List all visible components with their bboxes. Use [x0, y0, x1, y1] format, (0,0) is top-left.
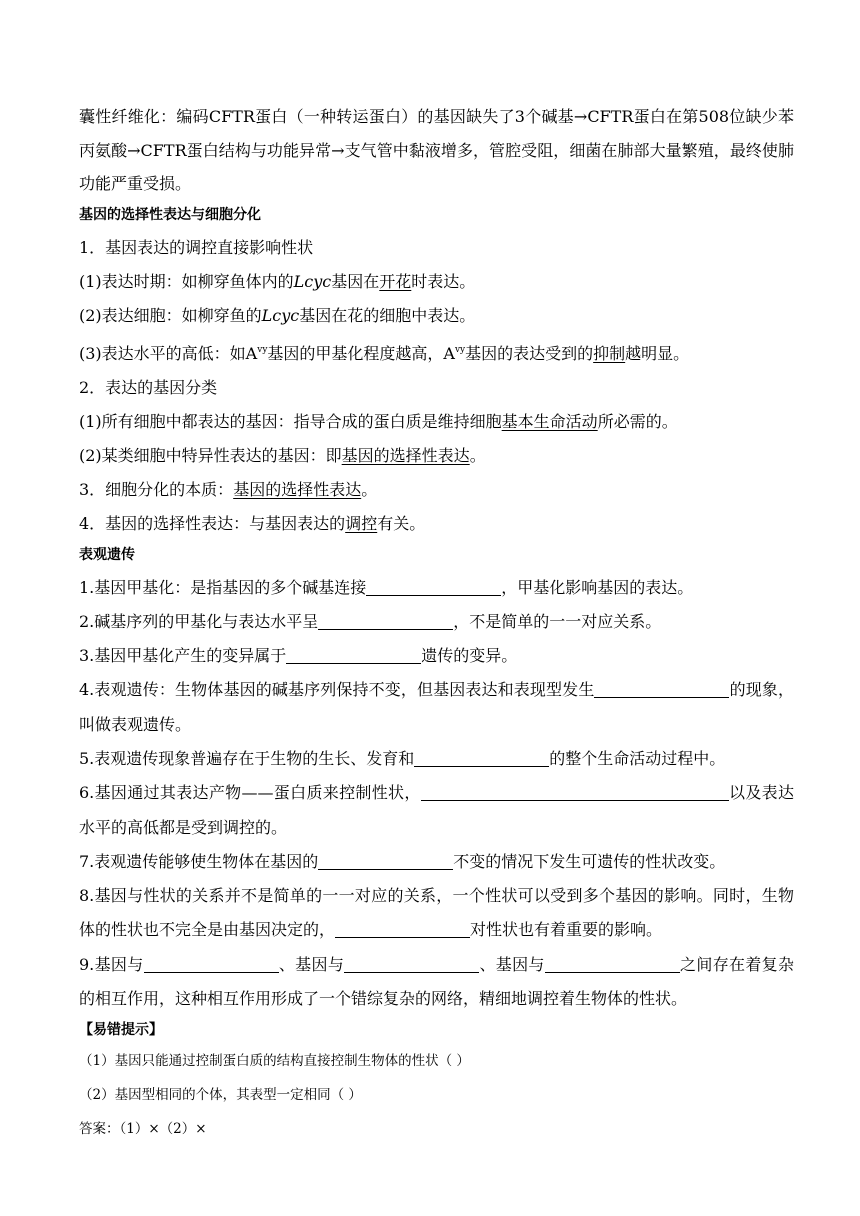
fill-blank[interactable] — [318, 611, 453, 630]
answer-line: 答案：（1）×（2）× — [79, 1121, 207, 1138]
answer-underlined: 调控 — [345, 513, 378, 533]
item-1-2: (2)表达细胞：如柳穿鱼的Lcyc基因在花的细胞中表达。 — [79, 305, 476, 325]
item-1: 1．基因表达的调控直接影响性状 — [79, 237, 314, 257]
item-2-1: (1)所有细胞中都表达的基因：指导合成的蛋白质是维持细胞基本生命活动所必需的。 — [79, 411, 678, 431]
section-heading-epigenetics: 表观遗传 — [79, 546, 135, 563]
item-2-2: (2)某类细胞中特异性表达的基因：即基因的选择性表达。 — [79, 445, 486, 465]
item-2: 2．表达的基因分类 — [79, 377, 218, 397]
fill-blank[interactable] — [594, 679, 729, 698]
gene-name: Lcyc — [261, 305, 300, 325]
item-1-1: (1)表达时期：如柳穿鱼体内的Lcyc基因在开花时表达。 — [79, 271, 476, 291]
tip-1: （1）基因只能通过控制蛋白质的结构直接控制生物体的性状（ ） — [79, 1053, 470, 1070]
question-9: 9.基因与 、基因与 、基因与 之间存在着复杂的相互作用，这种相互作用形成了一个错综复杂的网络，精细地调控着生物体的性状。 — [79, 954, 794, 1009]
fill-blank[interactable] — [421, 782, 729, 801]
answer-underlined: 抑制 — [593, 343, 626, 363]
question-4: 4.表观遗传：生物体基因的碱基序列保持不变，但基因表达和表现型发生 的现象，叫做表观遗传。 — [79, 680, 794, 734]
question-8: 8.基因与性状的关系并不是简单的一一对应的关系，一个性状可以受到多个基因的影响。同时，生物体的性状也不完全是由基因决定的， 对性状也有着重要的影响。 — [79, 886, 794, 940]
question-6: 6.基因通过其表达产物——蛋白质来控制性状， 以及表达水平的高低都是受到调控的。 — [79, 783, 794, 837]
tip-2: （2）基因型相同的个体，其表型一定相同（ ） — [79, 1087, 362, 1104]
tips-heading: 【易错提示】 — [79, 1022, 163, 1039]
document-page — [79, 100, 794, 1146]
fill-blank[interactable] — [144, 954, 279, 973]
fill-blank[interactable] — [414, 748, 549, 767]
question-1: 1.基因甲基化：是指基因的多个碱基连接 ，甲基化影响基因的表达。 — [79, 577, 694, 597]
section-heading-selective-expression: 基因的选择性表达与细胞分化 — [79, 206, 261, 223]
question-3: 3.基因甲基化产生的变异属于 遗传的变异。 — [79, 646, 518, 666]
fill-blank[interactable] — [545, 954, 680, 973]
fill-blank[interactable] — [335, 919, 470, 938]
answer-underlined: 基本生命活动 — [501, 411, 598, 431]
fill-blank[interactable] — [344, 954, 479, 973]
item-4: 4．基因的选择性表达：与基因表达的调控有关。 — [79, 513, 426, 533]
question-7: 7.表观遗传能够使生物体在基因的 不变的情况下发生可遗传的性状改变。 — [79, 851, 726, 871]
gene-name: Lcyc — [293, 271, 332, 291]
item-1-3: (3)表达水平的高低：如$A^{vy}$基因的甲基化程度越高，$A^{vy}$基因的表达受到的抑制越明显。 — [79, 343, 690, 363]
answer-underlined: 开花 — [379, 271, 412, 291]
fill-blank[interactable] — [366, 577, 501, 596]
item-3: 3．细胞分化的本质：基因的选择性表达。 — [79, 479, 378, 499]
answer-underlined: 基因的选择性表达 — [341, 445, 470, 465]
answer-underlined: 基因的选择性表达 — [233, 479, 362, 499]
question-2: 2.碱基序列的甲基化与表达水平呈 ，不是简单的一一对应关系。 — [79, 611, 662, 631]
intro-paragraph: 囊性纤维化：编码CFTR蛋白（一种转运蛋白）的基因缺失了3个碱基→CFTR蛋白在第508位缺少苯丙氨酸→CFTR蛋白结构与功能异常→支气管中黏液增多，管腔受阻，细菌在肺部大量繁殖，最终使肺功能严重受损。 — [79, 107, 794, 193]
question-5: 5.表观遗传现象普遍存在于生物的生长、发育和 的整个生命活动过程中。 — [79, 748, 726, 768]
fill-blank[interactable] — [286, 645, 421, 664]
fill-blank[interactable] — [318, 851, 453, 870]
